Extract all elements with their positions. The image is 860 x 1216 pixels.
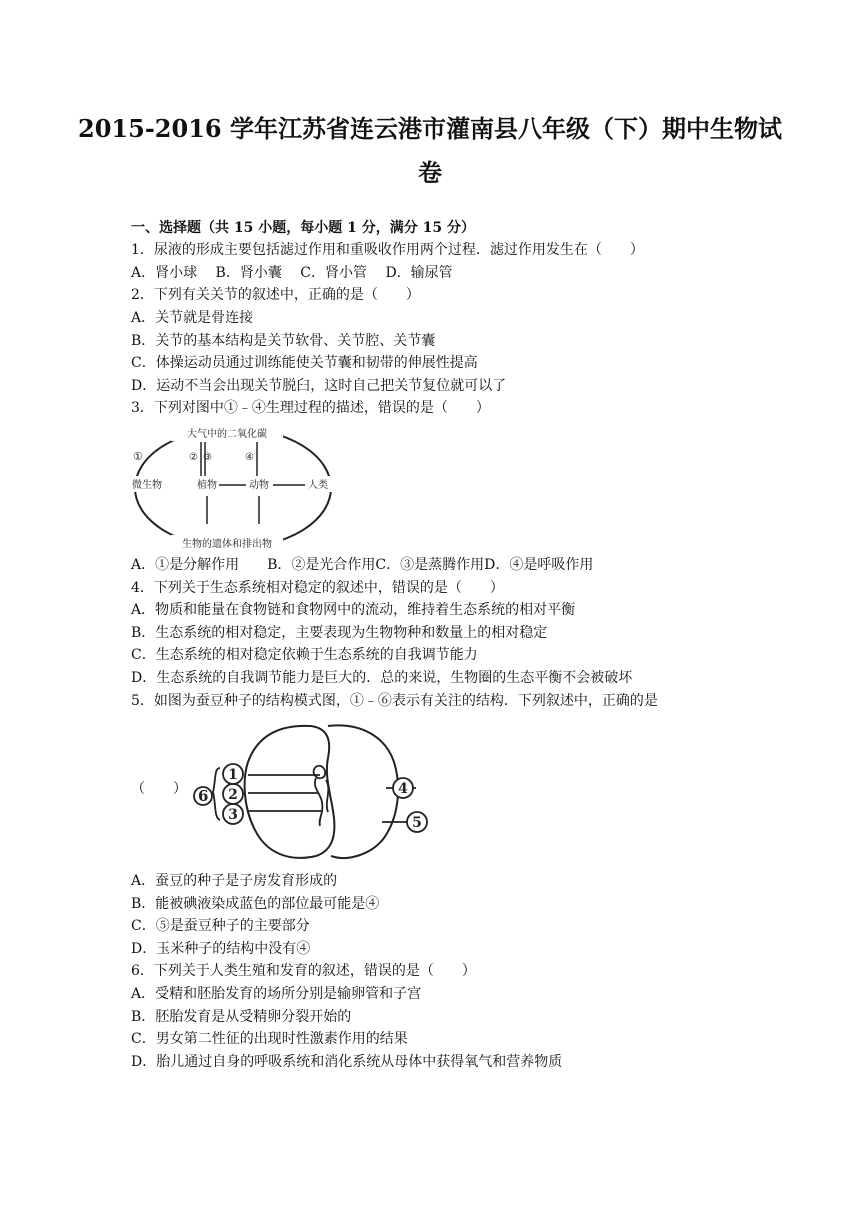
q2-option-b: B．关节的基本结构是关节软骨、关节腔、关节囊 <box>131 333 436 349</box>
q6-option-d: D．胎儿通过自身的呼吸系统和消化系统从母体中获得氧气和营养物质 <box>131 1054 563 1070</box>
diagram-node-plant: 植物 <box>197 480 217 491</box>
q4-stem: 4．下列关于生态系统相对稳定的叙述中，错误的是（ ） <box>131 580 504 596</box>
q5-option-d: D．玉米种子的结构中没有④ <box>131 941 311 957</box>
seed-label-3: 3 <box>228 807 238 823</box>
diagram-node-animal: 动物 <box>249 480 269 491</box>
q4-option-b: B．生态系统的相对稳定，主要表现为生物物种和数量上的相对稳定 <box>131 625 548 641</box>
q5-option-c: C．⑤是蚕豆种子的主要部分 <box>131 918 310 934</box>
q4-option-c: C．生态系统的相对稳定依赖于生态系统的自我调节能力 <box>131 647 478 663</box>
q6-option-a: A．受精和胚胎发育的场所分别是输卵管和子宫 <box>131 986 422 1002</box>
q2-stem: 2．下列有关关节的叙述中，正确的是（ ） <box>131 287 420 303</box>
q3-stem: 3．下列对图中①﹣④生理过程的描述，错误的是（ ） <box>131 400 490 416</box>
diagram-node-microbe: 微生物 <box>132 480 162 491</box>
q2-option-a: A．关节就是骨连接 <box>131 310 254 326</box>
q4-option-d: D．生态系统的自我调节能力是巨大的．总的来说，生物圈的生态平衡不会被破坏 <box>131 670 633 686</box>
seed-label-4: 4 <box>398 781 408 797</box>
carbon-cycle-diagram <box>131 424 336 552</box>
seed-label-6: 6 <box>198 787 209 805</box>
diagram-top-label: 大气中的二氧化碳 <box>187 429 267 440</box>
q2-option-c: C．体操运动员通过训练能使关节囊和韧带的伸展性提高 <box>131 355 478 371</box>
diagram-marker-3: ③ <box>203 452 212 463</box>
diagram-node-human: 人类 <box>308 480 328 491</box>
q6-option-c: C．男女第二性征的出现时性激素作用的结果 <box>131 1031 408 1047</box>
seed-label-5: 5 <box>412 815 422 831</box>
q1-stem: 1．尿液的形成主要包括滤过作用和重吸收作用两个过程．滤过作用发生在（ ） <box>131 242 644 258</box>
exam-title-line1: 2015-2016 学年江苏省连云港市灌南县八年级（下）期中生物试 <box>78 114 782 143</box>
q5-paren: （ ） <box>131 781 187 797</box>
q1-options: A．肾小球 B．肾小囊 C．肾小管 D．输尿管 <box>131 265 453 281</box>
q6-option-b: B．胚胎发育是从受精卵分裂开始的 <box>131 1009 352 1025</box>
diagram-marker-2: ② <box>189 452 198 463</box>
diagram-marker-1: ① <box>133 450 143 463</box>
section-heading: 一、选择题（共 15 小题，每小题 1 分，满分 15 分） <box>131 220 475 236</box>
seed-label-2: 2 <box>228 787 238 803</box>
broad-bean-seed-diagram <box>186 718 436 864</box>
q4-option-a: A．物质和能量在食物链和食物网中的流动，维持着生态系统的相对平衡 <box>131 602 576 618</box>
exam-title-line2: 卷 <box>418 158 442 187</box>
q2-option-d: D．运动不当会出现关节脱臼，这时自己把关节复位就可以了 <box>131 378 507 394</box>
q3-options: A．①是分解作用 B．②是光合作用C．③是蒸腾作用D．④是呼吸作用 <box>131 557 594 573</box>
q5-stem: 5．如图为蚕豆种子的结构模式图，①﹣⑥表示有关注的结构．下列叙述中，正确的是 <box>131 693 658 709</box>
seed-label-1: 1 <box>228 767 238 783</box>
q6-stem: 6．下列关于人类生殖和发育的叙述，错误的是（ ） <box>131 963 476 979</box>
diagram-marker-4: ④ <box>245 452 254 463</box>
q5-option-b: B．能被碘液染成蓝色的部位最可能是④ <box>131 896 380 912</box>
q5-option-a: A．蚕豆的种子是子房发育形成的 <box>131 873 338 889</box>
diagram-bottom-label: 生物的遗体和排出物 <box>182 539 272 550</box>
